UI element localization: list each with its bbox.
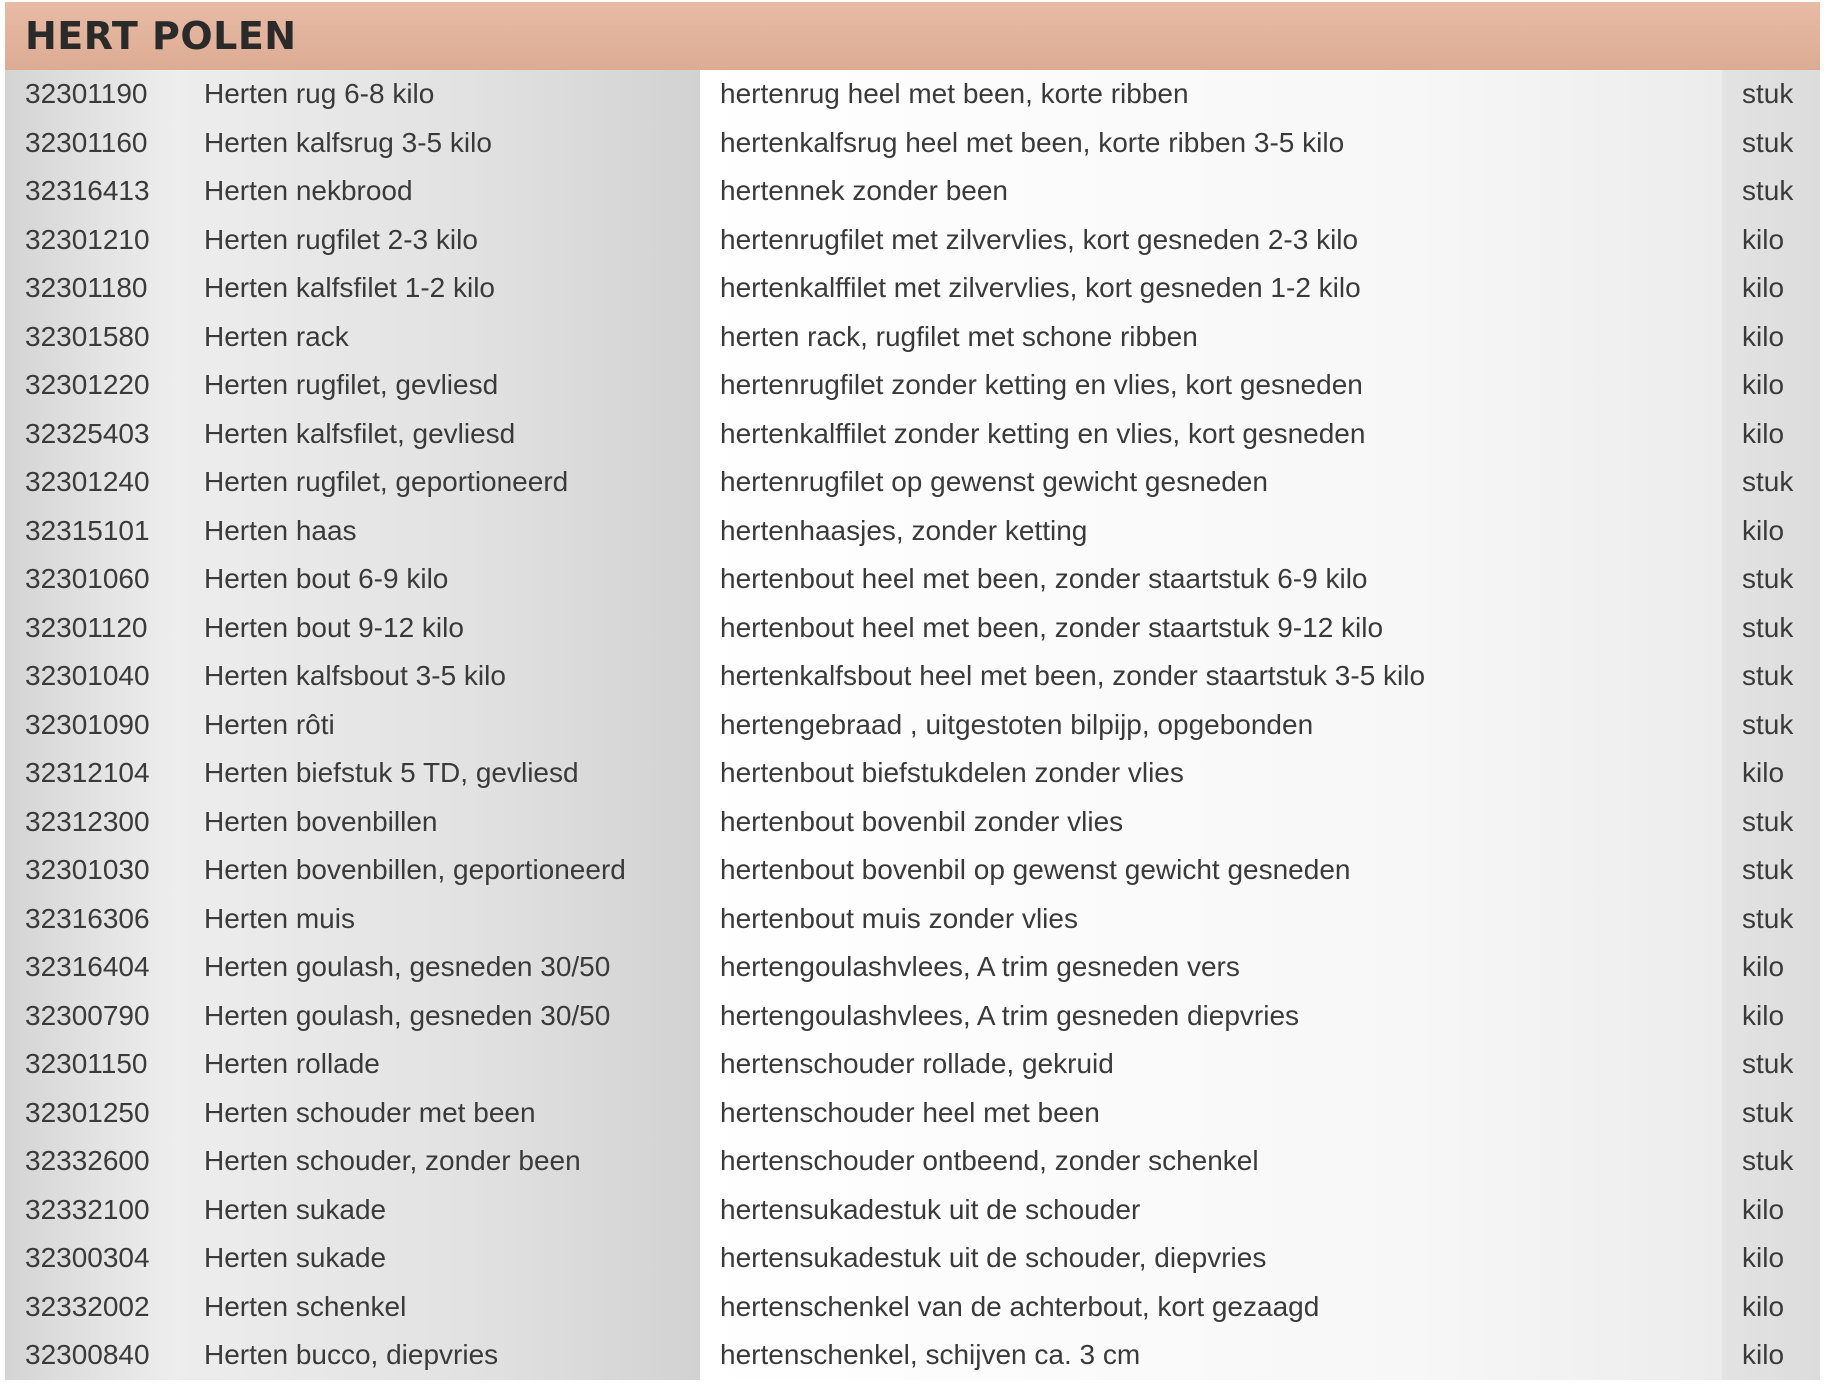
product-name-cell: Herten bout 6-9 kilo bbox=[179, 555, 700, 604]
product-description-cell: herten rack, rugfilet met schone ribben bbox=[700, 313, 1722, 362]
unit-cell: kilo bbox=[1722, 1234, 1820, 1283]
product-description-cell: hertengoulashvlees, A trim gesneden vers bbox=[700, 943, 1722, 992]
article-code-cell: 32325403 bbox=[5, 410, 179, 459]
table-row bbox=[5, 749, 1820, 798]
product-description-cell: hertennek zonder been bbox=[700, 167, 1722, 216]
article-code-cell: 32301580 bbox=[5, 313, 179, 362]
article-code-cell: 32316404 bbox=[5, 943, 179, 992]
table-row bbox=[5, 458, 1820, 507]
unit-cell: stuk bbox=[1722, 70, 1820, 119]
article-code-cell: 32312300 bbox=[5, 798, 179, 847]
article-code-cell: 32332002 bbox=[5, 1283, 179, 1332]
unit-cell: stuk bbox=[1722, 701, 1820, 750]
product-name-cell: Herten bovenbillen bbox=[179, 798, 700, 847]
unit-cell: stuk bbox=[1722, 798, 1820, 847]
table-row bbox=[5, 1040, 1820, 1089]
table-row bbox=[5, 1089, 1820, 1138]
product-name-cell: Herten sukade bbox=[179, 1186, 700, 1235]
product-description-cell: hertenrugfilet op gewenst gewicht gesneden bbox=[700, 458, 1722, 507]
unit-cell: stuk bbox=[1722, 895, 1820, 944]
product-name-cell: Herten goulash, gesneden 30/50 bbox=[179, 943, 700, 992]
section-header bbox=[5, 2, 1820, 70]
article-code-cell: 32301240 bbox=[5, 458, 179, 507]
table-row bbox=[5, 992, 1820, 1041]
product-name-cell: Herten rugfilet 2-3 kilo bbox=[179, 216, 700, 265]
table-row bbox=[5, 943, 1820, 992]
table-row bbox=[5, 1283, 1820, 1332]
article-code-cell: 32300790 bbox=[5, 992, 179, 1041]
table-row bbox=[5, 119, 1820, 168]
table-row bbox=[5, 1331, 1820, 1380]
product-name-cell: Herten schenkel bbox=[179, 1283, 700, 1332]
product-table bbox=[5, 70, 1820, 1380]
unit-cell: kilo bbox=[1722, 1283, 1820, 1332]
article-code-cell: 32315101 bbox=[5, 507, 179, 556]
product-name-cell: Herten schouder, zonder been bbox=[179, 1137, 700, 1186]
unit-cell: kilo bbox=[1722, 1186, 1820, 1235]
product-name-cell: Herten muis bbox=[179, 895, 700, 944]
article-code-cell: 32332100 bbox=[5, 1186, 179, 1235]
table-row bbox=[5, 216, 1820, 265]
article-code-cell: 32301160 bbox=[5, 119, 179, 168]
table-row bbox=[5, 507, 1820, 556]
product-description-cell: hertenschenkel van de achterbout, kort gezaagd bbox=[700, 1283, 1722, 1332]
product-description-cell: hertenrug heel met been, korte ribben bbox=[700, 70, 1722, 119]
table-row bbox=[5, 1186, 1820, 1235]
product-sheet bbox=[5, 2, 1820, 1384]
unit-cell: kilo bbox=[1722, 410, 1820, 459]
article-code-cell: 32301190 bbox=[5, 70, 179, 119]
product-description-cell: hertenkalfsrug heel met been, korte ribben 3-5 kilo bbox=[700, 119, 1722, 168]
product-description-cell: hertenbout biefstukdelen zonder vlies bbox=[700, 749, 1722, 798]
unit-cell: kilo bbox=[1722, 313, 1820, 362]
product-description-cell: hertensukadestuk uit de schouder bbox=[700, 1186, 1722, 1235]
article-code-cell: 32332600 bbox=[5, 1137, 179, 1186]
product-description-cell: hertenhaasjes, zonder ketting bbox=[700, 507, 1722, 556]
table-row bbox=[5, 70, 1820, 119]
product-description-cell: hertenrugfilet met zilvervlies, kort gesneden 2-3 kilo bbox=[700, 216, 1722, 265]
article-code-cell: 32316306 bbox=[5, 895, 179, 944]
table-row bbox=[5, 798, 1820, 847]
table-row bbox=[5, 555, 1820, 604]
table-row bbox=[5, 264, 1820, 313]
table-row bbox=[5, 701, 1820, 750]
table-row bbox=[5, 1137, 1820, 1186]
product-description-cell: hertenschouder ontbeend, zonder schenkel bbox=[700, 1137, 1722, 1186]
unit-cell: kilo bbox=[1722, 216, 1820, 265]
product-name-cell: Herten bout 9-12 kilo bbox=[179, 604, 700, 653]
product-description-cell: hertenkalffilet zonder ketting en vlies, kort gesneden bbox=[700, 410, 1722, 459]
product-description-cell: hertenschouder heel met been bbox=[700, 1089, 1722, 1138]
product-description-cell: hertenrugfilet zonder ketting en vlies, kort gesneden bbox=[700, 361, 1722, 410]
product-description-cell: hertenschenkel, schijven ca. 3 cm bbox=[700, 1331, 1722, 1380]
product-name-cell: Herten biefstuk 5 TD, gevliesd bbox=[179, 749, 700, 798]
unit-cell: stuk bbox=[1722, 652, 1820, 701]
article-code-cell: 32301120 bbox=[5, 604, 179, 653]
product-description-cell: hertengoulashvlees, A trim gesneden diepvries bbox=[700, 992, 1722, 1041]
product-description-cell: hertengebraad , uitgestoten bilpijp, opgebonden bbox=[700, 701, 1722, 750]
product-name-cell: Herten haas bbox=[179, 507, 700, 556]
article-code-cell: 32301180 bbox=[5, 264, 179, 313]
article-code-cell: 32312104 bbox=[5, 749, 179, 798]
product-description-cell: hertensukadestuk uit de schouder, diepvries bbox=[700, 1234, 1722, 1283]
product-name-cell: Herten kalfsfilet 1-2 kilo bbox=[179, 264, 700, 313]
unit-cell: kilo bbox=[1722, 361, 1820, 410]
unit-cell: kilo bbox=[1722, 992, 1820, 1041]
unit-cell: kilo bbox=[1722, 264, 1820, 313]
article-code-cell: 32300304 bbox=[5, 1234, 179, 1283]
product-description-cell: hertenschouder rollade, gekruid bbox=[700, 1040, 1722, 1089]
table-row bbox=[5, 895, 1820, 944]
product-name-cell: Herten bucco, diepvries bbox=[179, 1331, 700, 1380]
article-code-cell: 32301250 bbox=[5, 1089, 179, 1138]
table-row bbox=[5, 604, 1820, 653]
product-description-cell: hertenbout heel met been, zonder staartstuk 9-12 kilo bbox=[700, 604, 1722, 653]
product-name-cell: Herten bovenbillen, geportioneerd bbox=[179, 846, 700, 895]
article-code-cell: 32301040 bbox=[5, 652, 179, 701]
unit-cell: kilo bbox=[1722, 1331, 1820, 1380]
product-name-cell: Herten kalfsrug 3-5 kilo bbox=[179, 119, 700, 168]
unit-cell: kilo bbox=[1722, 507, 1820, 556]
article-code-cell: 32301220 bbox=[5, 361, 179, 410]
table-row bbox=[5, 167, 1820, 216]
product-name-cell: Herten rugfilet, geportioneerd bbox=[179, 458, 700, 507]
product-description-cell: hertenbout muis zonder vlies bbox=[700, 895, 1722, 944]
product-description-cell: hertenbout bovenbil zonder vlies bbox=[700, 798, 1722, 847]
product-name-cell: Herten rôti bbox=[179, 701, 700, 750]
product-name-cell: Herten rugfilet, gevliesd bbox=[179, 361, 700, 410]
unit-cell: stuk bbox=[1722, 555, 1820, 604]
article-code-cell: 32301030 bbox=[5, 846, 179, 895]
product-name-cell: Herten goulash, gesneden 30/50 bbox=[179, 992, 700, 1041]
unit-cell: stuk bbox=[1722, 167, 1820, 216]
unit-cell: kilo bbox=[1722, 749, 1820, 798]
product-name-cell: Herten nekbrood bbox=[179, 167, 700, 216]
table-row bbox=[5, 313, 1820, 362]
unit-cell: stuk bbox=[1722, 119, 1820, 168]
table-row bbox=[5, 1234, 1820, 1283]
table-row bbox=[5, 410, 1820, 459]
article-code-cell: 32301060 bbox=[5, 555, 179, 604]
unit-cell: stuk bbox=[1722, 1040, 1820, 1089]
product-name-cell: Herten rack bbox=[179, 313, 700, 362]
article-code-cell: 32316413 bbox=[5, 167, 179, 216]
product-name-cell: Herten kalfsbout 3-5 kilo bbox=[179, 652, 700, 701]
product-description-cell: hertenbout heel met been, zonder staartstuk 6-9 kilo bbox=[700, 555, 1722, 604]
article-code-cell: 32301090 bbox=[5, 701, 179, 750]
unit-cell: stuk bbox=[1722, 458, 1820, 507]
table-row bbox=[5, 652, 1820, 701]
unit-cell: stuk bbox=[1722, 604, 1820, 653]
unit-cell: stuk bbox=[1722, 1137, 1820, 1186]
product-table-body bbox=[5, 70, 1820, 1380]
unit-cell: kilo bbox=[1722, 943, 1820, 992]
product-description-cell: hertenkalffilet met zilvervlies, kort gesneden 1-2 kilo bbox=[700, 264, 1722, 313]
section-title: HERT POLEN bbox=[25, 14, 297, 58]
article-code-cell: 32301210 bbox=[5, 216, 179, 265]
table-row bbox=[5, 846, 1820, 895]
product-description-cell: hertenbout bovenbil op gewenst gewicht gesneden bbox=[700, 846, 1722, 895]
table-row bbox=[5, 361, 1820, 410]
article-code-cell: 32301150 bbox=[5, 1040, 179, 1089]
product-name-cell: Herten rollade bbox=[179, 1040, 700, 1089]
product-name-cell: Herten sukade bbox=[179, 1234, 700, 1283]
product-name-cell: Herten rug 6-8 kilo bbox=[179, 70, 700, 119]
article-code-cell: 32300840 bbox=[5, 1331, 179, 1380]
product-description-cell: hertenkalfsbout heel met been, zonder staartstuk 3-5 kilo bbox=[700, 652, 1722, 701]
unit-cell: stuk bbox=[1722, 846, 1820, 895]
product-name-cell: Herten schouder met been bbox=[179, 1089, 700, 1138]
unit-cell: stuk bbox=[1722, 1089, 1820, 1138]
product-name-cell: Herten kalfsfilet, gevliesd bbox=[179, 410, 700, 459]
